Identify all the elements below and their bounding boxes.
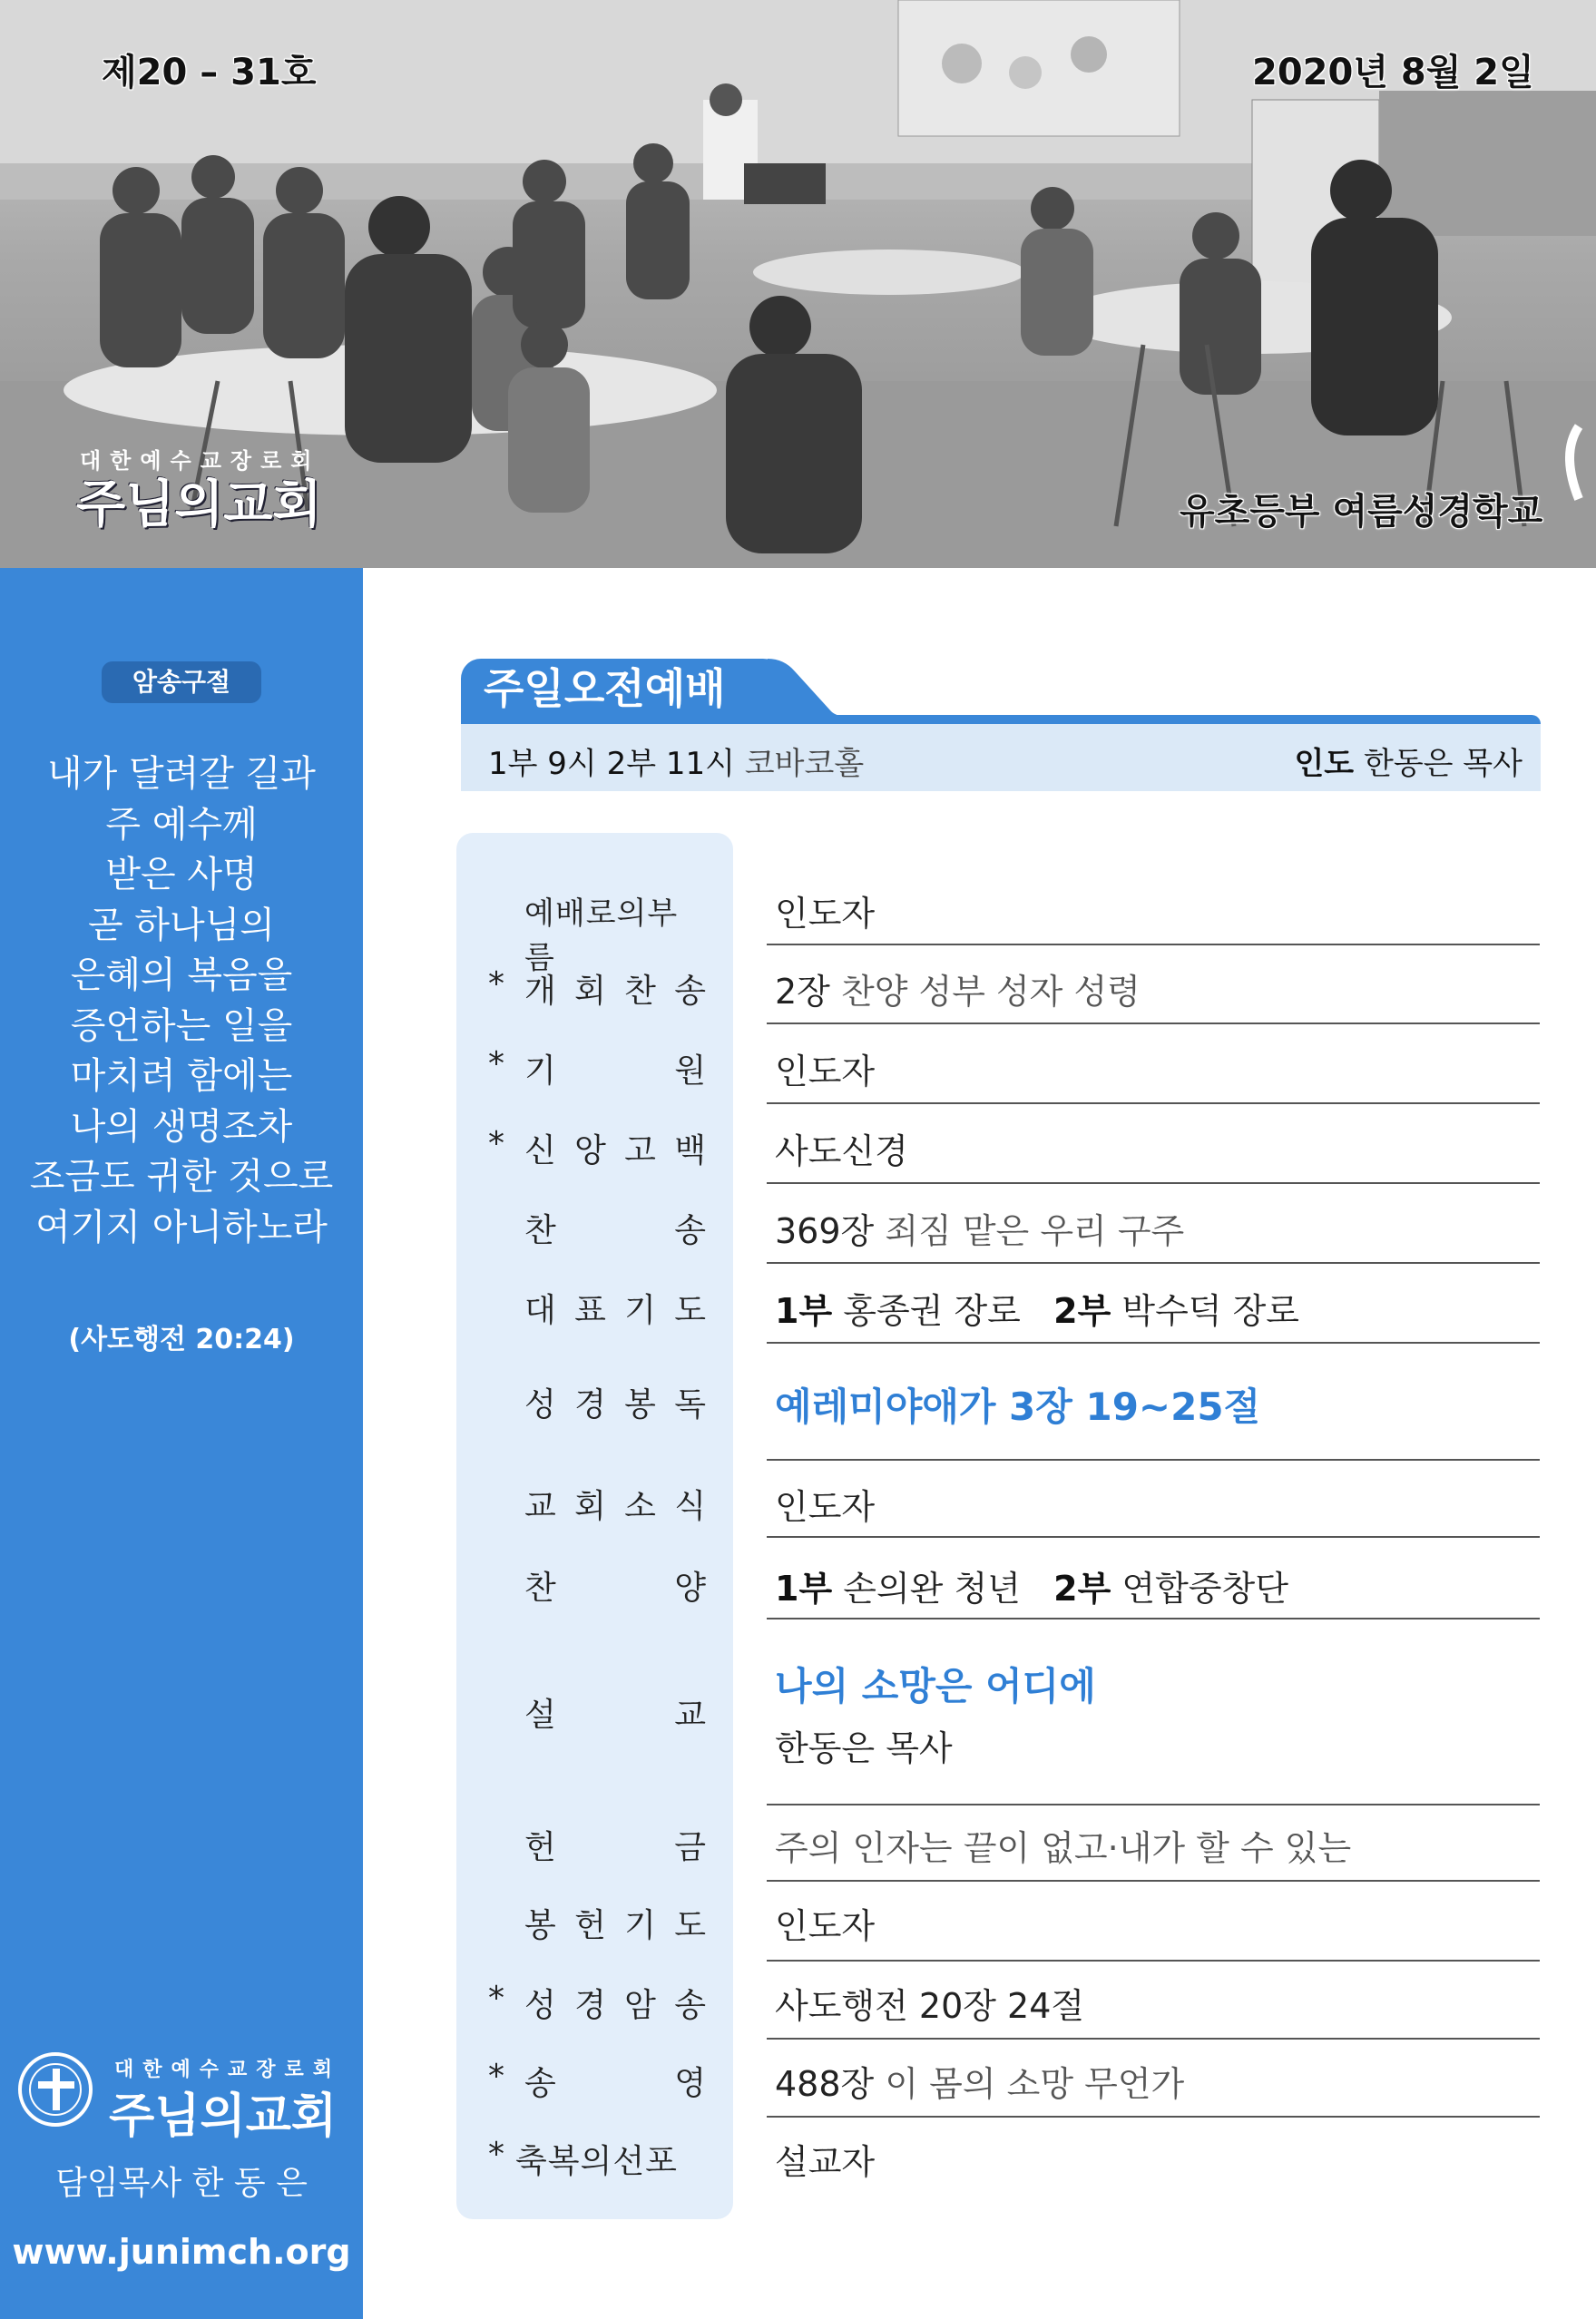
verse-line: 나의 생명조차: [70, 1105, 293, 1148]
row-divider: [767, 1536, 1540, 1538]
leader-label: 인도: [1294, 746, 1355, 782]
row-divider: [767, 1102, 1540, 1104]
standing-star: *: [488, 2058, 504, 2095]
verse-line: 증언하는 일을: [70, 1004, 293, 1047]
memory-verse: [0, 749, 363, 1253]
order-value: 사도신경: [775, 1131, 908, 1171]
row-divider: [767, 2116, 1540, 2118]
service-times: [488, 739, 864, 783]
denomination-label: 대한예수교장로회: [80, 448, 321, 474]
verse-line: 마치려 함에는: [70, 1055, 293, 1097]
standing-star: *: [488, 1045, 504, 1082]
service-hall: 코바코홀: [744, 746, 865, 782]
order-value: [775, 1283, 1299, 1333]
hymn-number: 2장: [775, 972, 830, 1012]
order-value: 설교자: [775, 2142, 876, 2182]
verse-reference: (사도행전 20:24): [68, 1324, 295, 1355]
order-label-text: 봉 헌 기 도: [524, 1907, 706, 1944]
service-title: 주일오전예배: [461, 659, 783, 717]
order-label-text: 개 회 찬 송: [524, 973, 706, 1010]
part-person: 손의완 청년: [843, 1569, 1021, 1609]
part-person: 박수덕 장로: [1121, 1291, 1299, 1331]
row-divider: [767, 1023, 1540, 1024]
offertory-hymn: 주의 인자는 끝이 없고·내가 할 수 있는: [775, 1828, 1352, 1868]
order-label-text: 성 경 암 송: [524, 1987, 706, 2024]
senior-pastor: 담임목사 한 동 은: [55, 2165, 308, 2202]
row-divider: [767, 2038, 1540, 2040]
row-divider: [767, 1618, 1540, 1619]
verse-line: 곧 하나님의: [88, 904, 275, 946]
hymn-number: 369장: [775, 1211, 875, 1251]
order-label-text: 찬 양: [524, 1570, 706, 1607]
service-times-text: 1부 9시 2부 11시: [488, 746, 735, 782]
part-label: 1부: [775, 1291, 833, 1331]
order-value: [775, 1203, 1184, 1253]
sermon-title: 나의 소망은 어디에: [775, 1664, 1096, 1708]
order-value: [775, 964, 1141, 1013]
row-divider: [767, 1804, 1540, 1805]
service-leader: [1294, 739, 1523, 783]
order-value: 인도자: [775, 1487, 876, 1527]
verse-line: 주 예수께: [105, 803, 258, 846]
order-value: 인도자: [775, 894, 876, 934]
hymn-number: 488장: [775, 2064, 875, 2104]
part-label: 2부: [1053, 1291, 1111, 1331]
header-rule: [461, 715, 1541, 724]
tab-slope-shape: [768, 659, 849, 717]
order-label-text: 기 원: [524, 1052, 706, 1090]
order-label-text: 설 교: [524, 1697, 706, 1734]
bulletin-date: 2020년 8월 2일: [1252, 52, 1534, 93]
row-divider: [767, 1262, 1540, 1264]
scripture-reading: 예레미야애가 3장 19~25절: [775, 1385, 1261, 1429]
issue-number: 제20 – 31호: [102, 52, 317, 93]
order-label-text: 교 회 소 식: [524, 1488, 706, 1525]
row-divider: [767, 1342, 1540, 1344]
row-divider: [767, 1960, 1540, 1962]
order-value: 사도행전 20장 24절: [775, 1986, 1085, 2026]
leader-name: 한동은 목사: [1363, 746, 1523, 782]
part-person: 연합중창단: [1121, 1569, 1288, 1609]
sidebar-denomination: 대한예수교장로회: [114, 2059, 342, 2081]
verse-line: 내가 달려갈 길과: [47, 753, 316, 795]
sermon-preacher: 한동은 목사: [775, 1728, 953, 1768]
part-label: 1부: [775, 1569, 833, 1609]
standing-star: *: [488, 1980, 504, 2017]
order-label-text: 축복의선포: [515, 2143, 678, 2180]
standing-star: *: [488, 2136, 504, 2173]
order-value: 인도자: [775, 1906, 876, 1946]
hymn-title: 죄짐 맡은 우리 구주: [885, 1211, 1185, 1251]
order-label-text: 찬 송: [524, 1212, 706, 1249]
part-person: 홍종권 장로: [843, 1291, 1021, 1331]
verse-line: 여기지 아니하노라: [35, 1206, 328, 1248]
service-info-bar: [461, 724, 1541, 791]
row-divider: [767, 1182, 1540, 1184]
verse-badge: 암송구절: [102, 661, 261, 703]
order-label-text: 예배로의부름: [524, 895, 679, 976]
order-value: [775, 2056, 1184, 2106]
website-url[interactable]: www.junimch.org: [12, 2232, 351, 2272]
order-value: [775, 1561, 1288, 1610]
order-label-text: 송 영: [524, 2065, 706, 2102]
church-logo-text: 주님의교회: [76, 475, 322, 534]
verse-line: 받은 사명: [105, 854, 258, 895]
hymn-title: 이 몸의 소망 무언가: [885, 2064, 1185, 2104]
standing-star: *: [488, 1125, 504, 1162]
verse-line: 은혜의 복음을: [70, 954, 293, 996]
hymn-title: 찬양 성부 성자 성령: [840, 972, 1141, 1012]
row-divider: [767, 1459, 1540, 1461]
order-label-text: 신 앙 고 백: [524, 1132, 706, 1169]
row-divider: [767, 944, 1540, 945]
cover-photo: [0, 0, 1596, 568]
order-label-text: 성 경 봉 독: [524, 1386, 706, 1424]
sidebar-church-name: 주님의교회: [109, 2089, 338, 2144]
verse-line: 조금도 귀한 것으로: [29, 1156, 334, 1198]
sidebar: [0, 568, 363, 2319]
order-value: 인도자: [775, 1052, 876, 1091]
part-label: 2부: [1053, 1569, 1111, 1609]
photo-caption: 유초등부 여름성경학교: [1180, 491, 1543, 533]
order-label-text: 헌 금: [524, 1829, 706, 1866]
order-label-text: 대 표 기 도: [524, 1292, 706, 1329]
row-divider: [767, 1880, 1540, 1882]
church-seal-icon: [18, 2052, 93, 2127]
standing-star: *: [488, 965, 504, 1003]
